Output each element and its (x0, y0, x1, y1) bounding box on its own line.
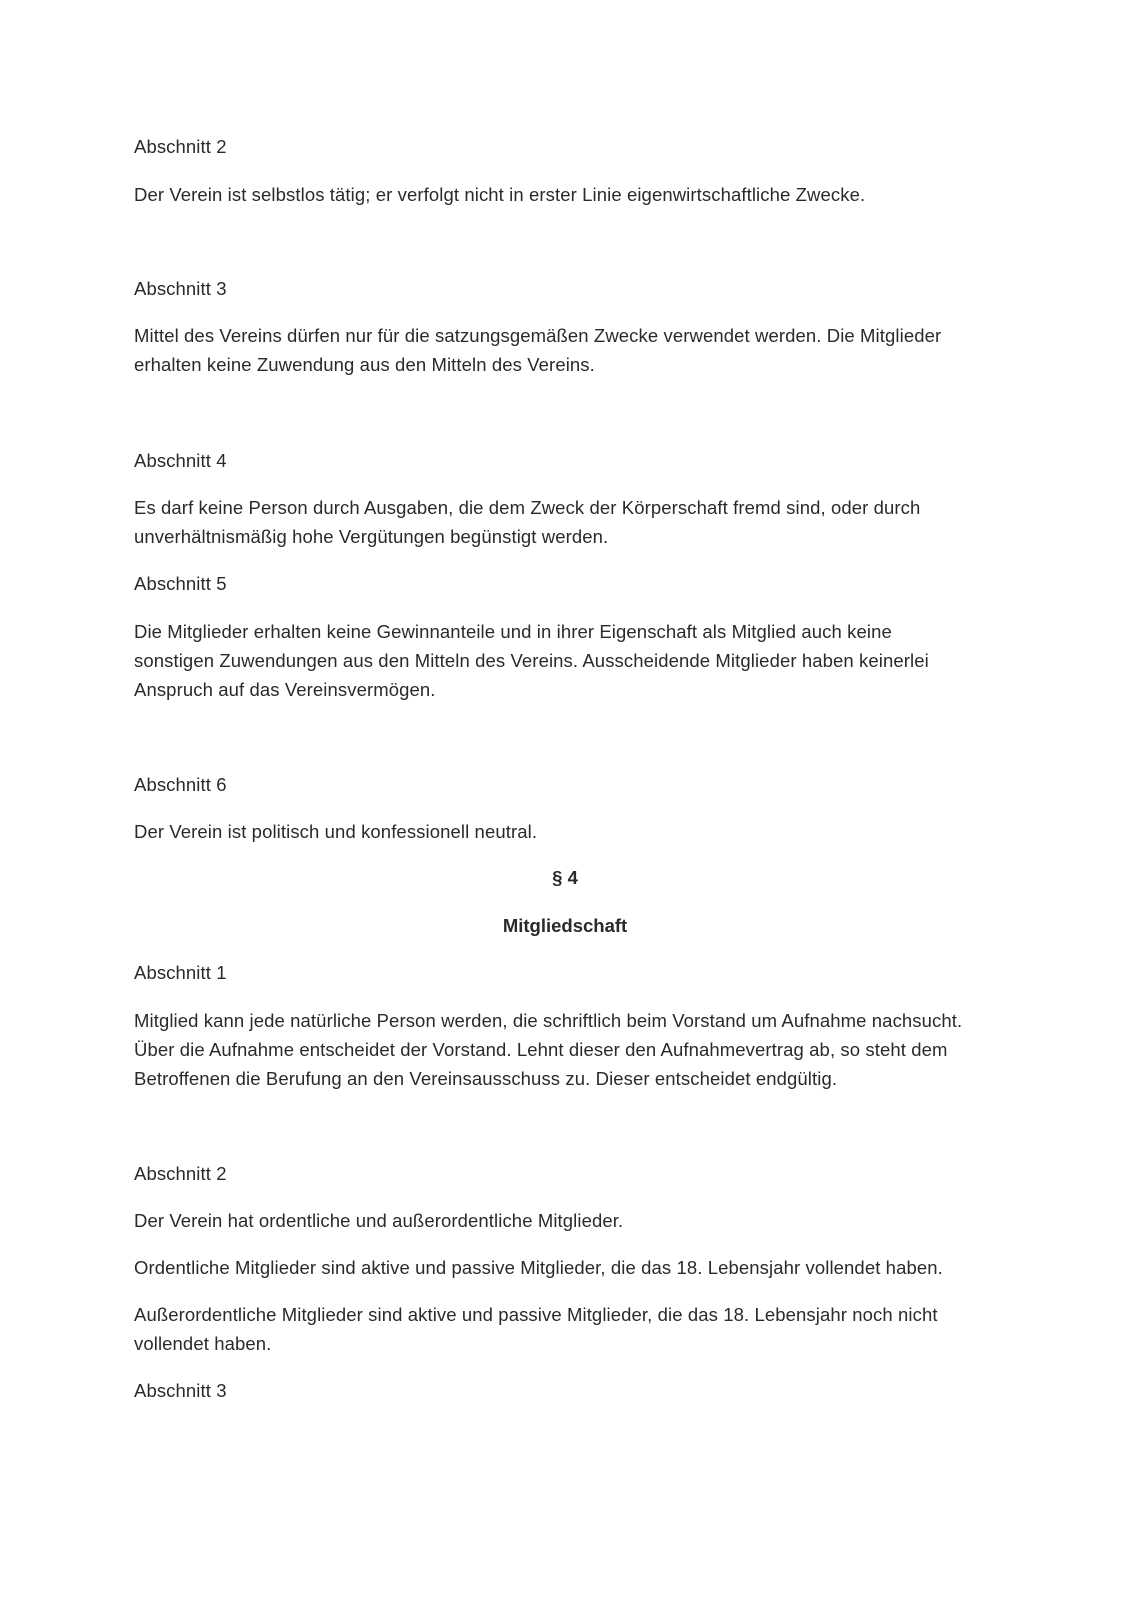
section-text: sonstigen Zuwendungen aus den Mitteln des Vereins. Ausscheidende Mitglieder haben keinerlei (134, 650, 929, 671)
section-text: Über die Aufnahme entscheidet der Vorstand. Lehnt dieser den Aufnahmevertrag ab, so steht dem (134, 1039, 948, 1060)
section-heading: Abschnitt 1 (134, 962, 227, 983)
section-heading: Abschnitt 5 (134, 573, 227, 594)
section-text: Der Verein ist selbstlos tätig; er verfolgt nicht in erster Linie eigenwirtschaftliche Zwecke. (134, 184, 866, 205)
section-text: unverhältnismäßig hohe Vergütungen begünstigt werden. (134, 526, 609, 547)
section-text: Betroffenen die Berufung an den Vereinsausschuss zu. Dieser entscheidet endgültig. (134, 1068, 838, 1089)
section-heading: Abschnitt 2 (134, 136, 227, 157)
section-text: Mitglied kann jede natürliche Person werden, die schriftlich beim Vorstand um Aufnahme nachsucht. (134, 1010, 963, 1031)
section-text: Es darf keine Person durch Ausgaben, die dem Zweck der Körperschaft fremd sind, oder durch (134, 497, 921, 518)
section-heading: Abschnitt 2 (134, 1163, 227, 1184)
section-text: vollendet haben. (134, 1333, 272, 1354)
section-heading: Abschnitt 3 (134, 278, 227, 299)
section-heading: Abschnitt 3 (134, 1380, 227, 1401)
section-heading: Abschnitt 6 (134, 774, 227, 795)
section-text: Anspruch auf das Vereinsvermögen. (134, 679, 436, 700)
section-text: Ordentliche Mitglieder sind aktive und passive Mitglieder, die das 18. Lebensjahr vollendet haben. (134, 1257, 943, 1278)
section-text: Der Verein hat ordentliche und außerordentliche Mitglieder. (134, 1210, 624, 1231)
section-text: Die Mitglieder erhalten keine Gewinnanteile und in ihrer Eigenschaft als Mitglied auch keine (134, 621, 892, 642)
section-text: erhalten keine Zuwendung aus den Mitteln des Vereins. (134, 354, 595, 375)
paragraph-number: § 4 (552, 867, 578, 888)
section-heading: Abschnitt 4 (134, 450, 227, 471)
section-text: Mittel des Vereins dürfen nur für die satzungsgemäßen Zwecke verwendet werden. Die Mitglieder (134, 325, 942, 346)
section-text: Außerordentliche Mitglieder sind aktive und passive Mitglieder, die das 18. Lebensjahr noch nicht (134, 1304, 938, 1325)
paragraph-title: Mitgliedschaft (502, 915, 628, 936)
section-text: Der Verein ist politisch und konfessionell neutral. (134, 821, 538, 842)
